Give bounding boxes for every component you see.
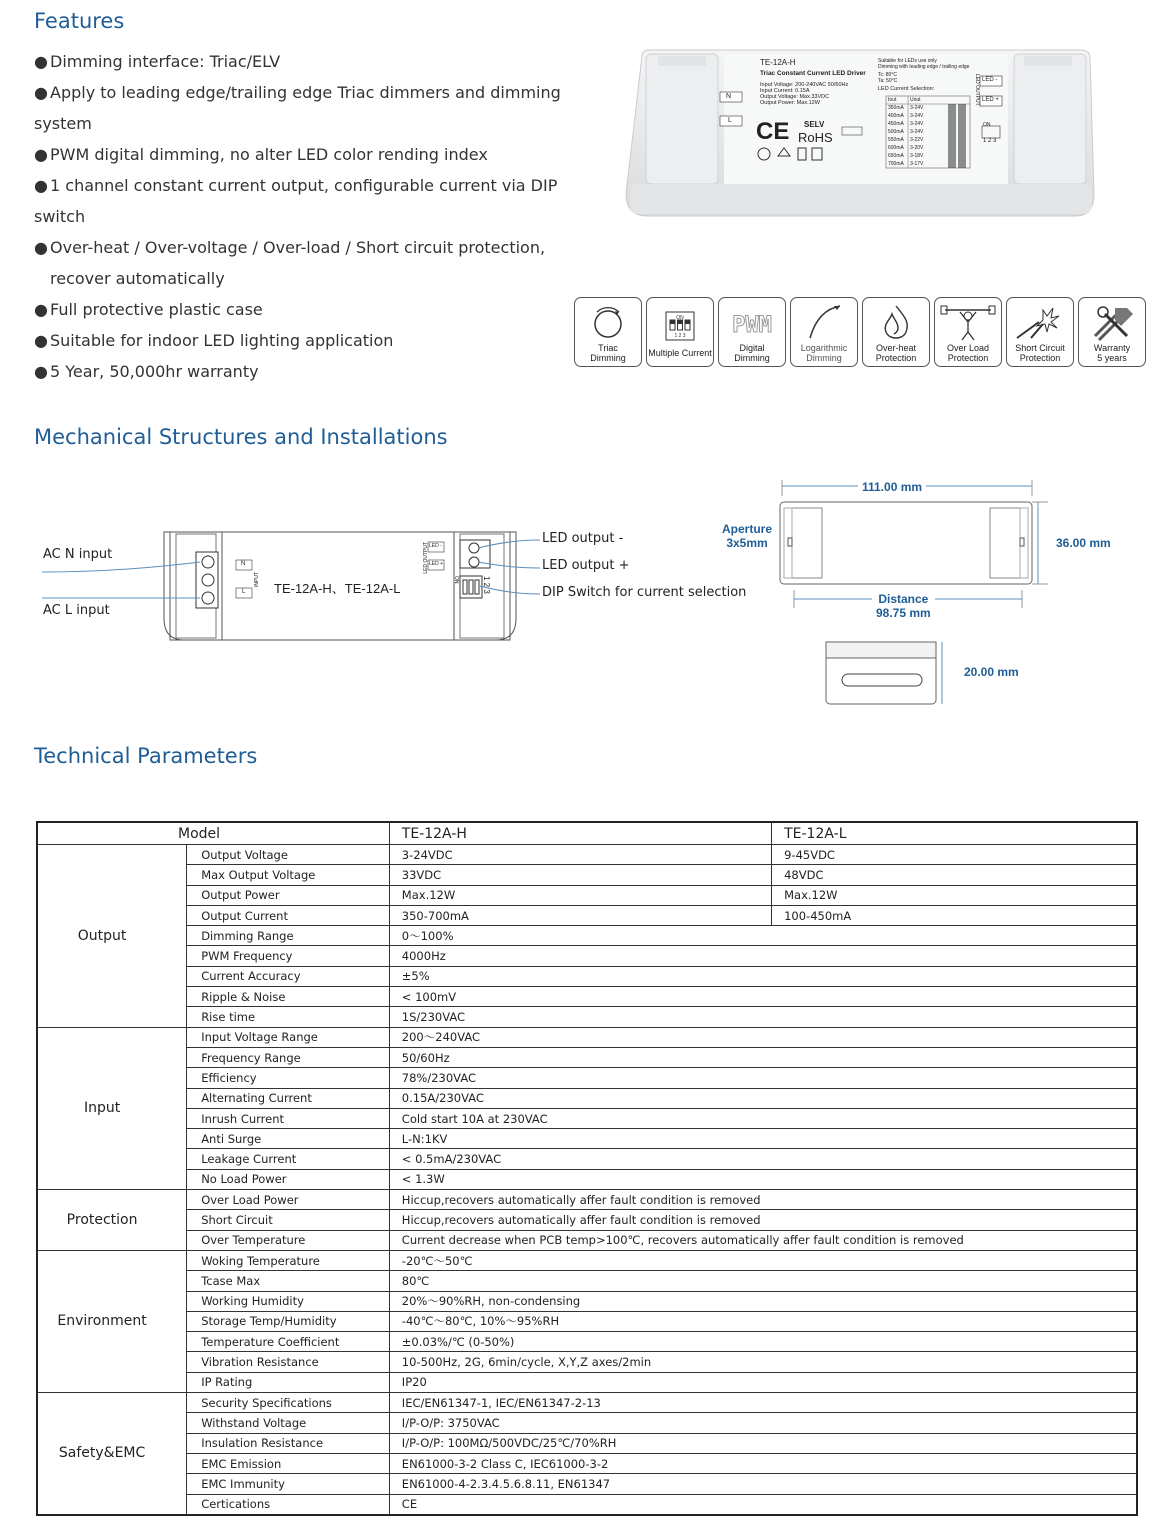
param-name: Over Load Power — [187, 1190, 390, 1210]
param-name: Max Output Voltage — [187, 865, 390, 885]
table-row — [37, 1413, 1137, 1433]
param-name: Rise time — [187, 1007, 390, 1027]
dip-on-label: ON — [983, 122, 991, 128]
param-value: < 1.3W — [389, 1169, 1137, 1189]
param-value: 50/60Hz — [389, 1047, 1137, 1067]
param-name: PWM Frequency — [187, 946, 390, 966]
list-item: ● Full protective plastic case — [34, 300, 263, 319]
param-name: Dimming Range — [187, 926, 390, 946]
mechanical-title: Mechanical Structures and Installations — [34, 425, 448, 449]
icon-card-warranty: Warranty 5 years — [1078, 297, 1146, 367]
product-name: Triac Constant Current LED Driver — [760, 70, 866, 77]
led-minus-label: LED - — [982, 77, 998, 83]
table-row — [37, 1494, 1137, 1515]
table-row — [37, 1433, 1137, 1453]
param-value-h: 3-24VDC — [389, 845, 771, 865]
param-value: CE — [389, 1494, 1137, 1515]
param-value: Hiccup,recovers automatically affer fault condition is removed — [389, 1190, 1137, 1210]
current-table: Iout Uout 350mA 3-24V 400mA 3-24V 450mA 3-24V 500mA 3-24V 550mA 3-22V 600mA 3-20V 650mA 3-18V 700mA 3-17V — [888, 97, 924, 167]
table-row — [37, 1190, 1137, 1210]
table-row — [37, 885, 1137, 905]
table-row — [37, 1250, 1137, 1270]
param-name: Vibration Resistance — [187, 1352, 390, 1372]
param-name: Over Temperature — [187, 1230, 390, 1250]
over-heat-icon — [876, 302, 916, 342]
terminal-l: L — [728, 117, 732, 124]
param-value: 0～100% — [389, 926, 1137, 946]
product-temps: Tc: 80°C Ta: 50°C — [878, 72, 898, 84]
led-plus-small: LED + — [429, 561, 444, 567]
over-load-icon — [937, 302, 999, 342]
list-item: ● 5 Year, 50,000hr warranty — [34, 362, 259, 381]
param-name: Insulation Resistance — [187, 1433, 390, 1453]
param-value: EN61000-4-2.3.4.5.6.8.11, EN61347 — [389, 1474, 1137, 1494]
group-label: Output — [37, 845, 187, 1028]
param-value-h: 33VDC — [389, 865, 771, 885]
spec-table — [36, 821, 1138, 1516]
table-row — [37, 1047, 1137, 1067]
terminal-n: N — [726, 93, 732, 100]
table-row — [37, 1311, 1137, 1331]
param-name: Output Voltage — [187, 845, 390, 865]
table-row — [37, 1230, 1137, 1250]
dip-numbers-small: 1 2 3 — [482, 576, 491, 594]
multiple-current-icon — [660, 302, 700, 342]
header-h: TE-12A-H — [389, 822, 771, 845]
param-name: Withstand Voltage — [187, 1413, 390, 1433]
icon-card-short-circuit: Short Circuit Protection — [1006, 297, 1074, 367]
icon-card-over-load: Over Load Protection — [934, 297, 1002, 367]
param-name: Certications — [187, 1494, 390, 1515]
selv-mark: SELV — [804, 120, 825, 129]
dip-on-small: ON — [453, 576, 459, 584]
input-label: INPUT — [254, 572, 260, 587]
param-name: EMC Emission — [187, 1453, 390, 1473]
param-value: Hiccup,recovers automatically affer fault condition is removed — [389, 1210, 1137, 1230]
dip-switch-label: DIP Switch for current selection — [542, 585, 747, 600]
width-dim: 111.00 mm — [858, 480, 926, 494]
param-name: Alternating Current — [187, 1088, 390, 1108]
led-plus-label: LED + — [982, 97, 999, 103]
icon-card-pwm: PWM Digital Dimming — [718, 297, 786, 367]
param-name: Temperature Coefficient — [187, 1332, 390, 1352]
list-item-continuation: recover automatically — [50, 269, 225, 288]
table-row — [37, 1372, 1137, 1392]
param-value: 1S/230VAC — [389, 1007, 1137, 1027]
led-output-minus-label: LED output - — [542, 531, 624, 546]
table-row — [37, 987, 1137, 1007]
param-value-l: 9-45VDC — [772, 845, 1137, 865]
depth-dim: 20.00 mm — [964, 665, 1019, 679]
param-name: Security Specifications — [187, 1393, 390, 1413]
terminal-n-label: N — [241, 561, 246, 567]
height-dim: 36.00 mm — [1056, 536, 1111, 550]
table-row — [37, 1271, 1137, 1291]
table-row — [37, 865, 1137, 885]
table-header-row — [37, 822, 1137, 845]
param-value: -40℃～80℃, 10%～95%RH — [389, 1311, 1137, 1331]
param-name: Leakage Current — [187, 1149, 390, 1169]
param-value: Current decrease when PCB temp>100℃, recovers automatically affer fault condition is removed — [389, 1230, 1137, 1250]
led-output-plus-label: LED output + — [542, 558, 630, 573]
product-specs: Input Voltage: 200-240VAC 50/60Hz Input Current: 0.15A Output Voltage: Max.33VDC Output Power: Max.12W — [760, 82, 849, 106]
terminal-l-label: L — [242, 589, 246, 595]
dip-numbers-text: 1 2 3 — [674, 333, 686, 339]
param-value: ±0.03%/℃ (0-50%) — [389, 1332, 1137, 1352]
param-value: -20℃～50℃ — [389, 1250, 1137, 1270]
param-value: < 100mV — [389, 987, 1137, 1007]
param-value: Cold start 10A at 230VAC — [389, 1108, 1137, 1128]
header-model: Model — [37, 822, 389, 845]
model-label: TE-12A-H、TE-12A-L — [274, 581, 401, 596]
param-name: No Load Power — [187, 1169, 390, 1189]
table-row — [37, 1108, 1137, 1128]
led-output-label: LED OUTPUT — [974, 74, 980, 106]
param-value: EN61000-3-2 Class C, IEC61000-3-2 — [389, 1453, 1137, 1473]
param-value-h: 350-700mA — [389, 905, 771, 925]
param-name: Short Circuit — [187, 1210, 390, 1230]
table-row — [37, 1149, 1137, 1169]
param-value: I/P-O/P: 100MΩ/500VDC/25℃/70%RH — [389, 1433, 1137, 1453]
param-value: 10-500Hz, 2G, 6min/cycle, X,Y,Z axes/2min — [389, 1352, 1137, 1372]
param-name: Frequency Range — [187, 1047, 390, 1067]
list-item: ● Suitable for indoor LED lighting application — [34, 331, 394, 350]
group-label: Environment — [37, 1250, 187, 1392]
distance-dim: Distance 98.75 mm — [872, 592, 935, 620]
param-value-l: 48VDC — [772, 865, 1137, 885]
param-value: 200～240VAC — [389, 1027, 1137, 1047]
param-name: Output Power — [187, 885, 390, 905]
dip-on-text: ON — [676, 315, 684, 321]
list-item: ● PWM digital dimming, no alter LED color rending index — [34, 145, 488, 164]
group-label: Protection — [37, 1190, 187, 1251]
param-name: Current Accuracy — [187, 966, 390, 986]
icon-card-triac: Triac Dimming — [574, 297, 642, 367]
param-name: Output Current — [187, 905, 390, 925]
led-minus-small: LED - — [429, 543, 442, 549]
table-row — [37, 1453, 1137, 1473]
table-row — [37, 1352, 1137, 1372]
table-row — [37, 1393, 1137, 1413]
features-title: Features — [34, 9, 125, 33]
triac-dimming-icon — [588, 302, 628, 342]
group-label: Input — [37, 1027, 187, 1189]
param-name: Storage Temp/Humidity — [187, 1311, 390, 1331]
param-value: I/P-O/P: 3750VAC — [389, 1413, 1137, 1433]
led-output-vertical: LED OUTPUT — [423, 542, 429, 574]
technical-title: Technical Parameters — [34, 744, 258, 768]
svg-text:PWM: PWM — [732, 313, 772, 338]
icon-card-over-heat: Over-heat Protection — [862, 297, 930, 367]
table-row — [37, 926, 1137, 946]
list-item: ● Over-heat / Over-voltage / Over-load / Short circuit protection, — [34, 238, 546, 257]
ac-n-label: AC N input — [43, 547, 113, 562]
param-value: IEC/EN61347-1, IEC/EN61347-2-13 — [389, 1393, 1137, 1413]
table-row — [37, 966, 1137, 986]
product-model: TE-12A-H — [760, 58, 796, 67]
icon-card-logarithmic: Logarithmic Dimming — [790, 297, 858, 367]
param-value: < 0.5mA/230VAC — [389, 1149, 1137, 1169]
aperture-dim: Aperture 3x5mm — [722, 522, 773, 550]
short-circuit-icon — [1009, 302, 1071, 342]
param-value: IP20 — [389, 1372, 1137, 1392]
table-row — [37, 1474, 1137, 1494]
product-suitable: Suitable for LEDs use only Dimming with leading edge / trailing edge — [878, 58, 970, 70]
param-name: Input Voltage Range — [187, 1027, 390, 1047]
warranty-icon — [1081, 302, 1143, 342]
param-name: IP Rating — [187, 1372, 390, 1392]
table-row — [37, 1291, 1137, 1311]
param-value: 0.15A/230VAC — [389, 1088, 1137, 1108]
rohs-mark: RoHS — [798, 130, 833, 145]
dip-numbers: 1 2 3 — [983, 138, 997, 144]
header-l: TE-12A-L — [772, 822, 1137, 845]
table-row — [37, 1169, 1137, 1189]
current-selection-label: LED Current Selection: — [878, 86, 935, 92]
ac-l-label: AC L input — [43, 603, 110, 618]
table-row — [37, 1088, 1137, 1108]
param-value-l: Max.12W — [772, 885, 1137, 905]
param-name: Working Humidity — [187, 1291, 390, 1311]
param-value: 20%～90%RH, non-condensing — [389, 1291, 1137, 1311]
param-value-l: 100-450mA — [772, 905, 1137, 925]
list-item: ● Apply to leading edge/trailing edge Triac dimmers and dimming system — [34, 83, 561, 133]
param-name: Anti Surge — [187, 1129, 390, 1149]
param-name: Efficiency — [187, 1068, 390, 1088]
ce-mark: CE — [756, 118, 790, 145]
param-name: Tcase Max — [187, 1271, 390, 1291]
table-row — [37, 1068, 1137, 1088]
list-item: ● Dimming interface: Triac/ELV — [34, 52, 281, 71]
icon-card-multiple-current: ON 1 2 3 Multiple Current — [646, 297, 714, 367]
param-value: 80℃ — [389, 1271, 1137, 1291]
list-item: ● 1 channel constant current output, configurable current via DIP switch — [34, 176, 558, 226]
table-row — [37, 1332, 1137, 1352]
param-value: 78%/230VAC — [389, 1068, 1137, 1088]
table-row — [37, 1007, 1137, 1027]
table-row — [37, 1210, 1137, 1230]
param-name: Ripple & Noise — [187, 987, 390, 1007]
table-row — [37, 1027, 1137, 1047]
table-row — [37, 905, 1137, 925]
product-image — [620, 44, 1100, 222]
table-row — [37, 1129, 1137, 1149]
table-row — [37, 946, 1137, 966]
features-list — [34, 46, 594, 387]
param-name: Woking Temperature — [187, 1250, 390, 1270]
group-label: Safety&EMC — [37, 1393, 187, 1515]
param-name: Inrush Current — [187, 1108, 390, 1128]
pwm-icon — [721, 302, 783, 342]
param-value: 4000Hz — [389, 946, 1137, 966]
param-value-h: Max.12W — [389, 885, 771, 905]
param-value: ±5% — [389, 966, 1137, 986]
param-name: EMC Immunity — [187, 1474, 390, 1494]
param-value: L-N:1KV — [389, 1129, 1137, 1149]
logarithmic-dimming-icon — [804, 302, 844, 342]
table-row — [37, 845, 1137, 865]
dimension-drawing — [720, 474, 1140, 714]
